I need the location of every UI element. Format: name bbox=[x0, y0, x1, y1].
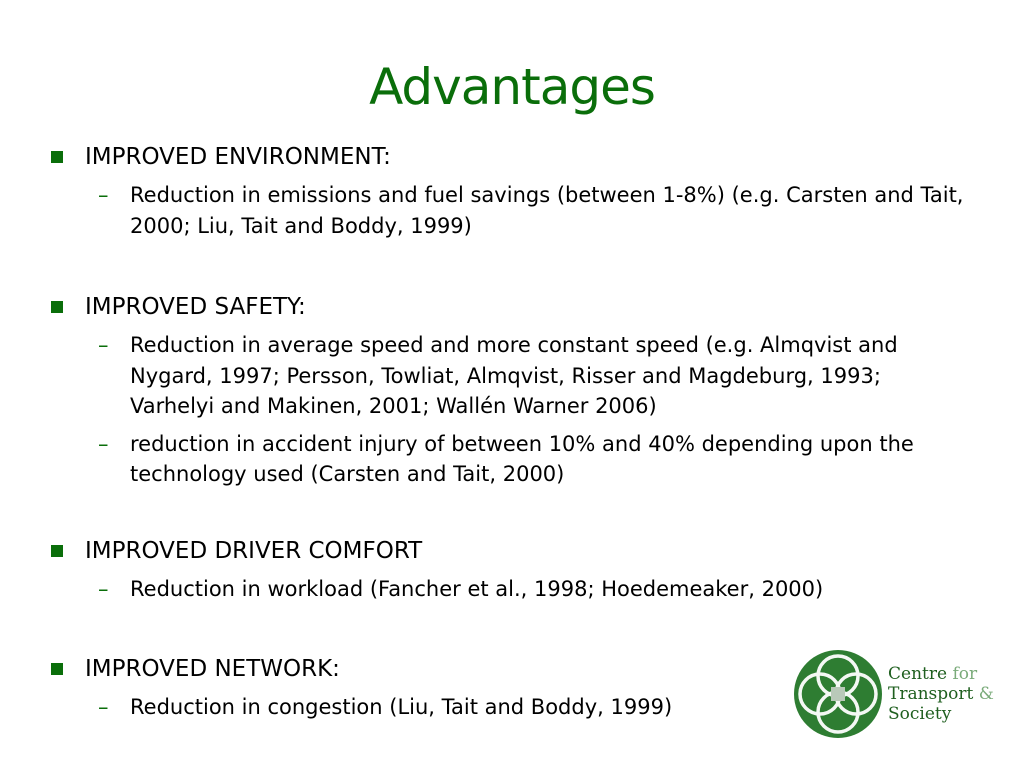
sub-bullet-text: reduction in accident injury of between 10% and 40% depending upon the technology used (Carsten and Tait, 2000) bbox=[130, 431, 914, 486]
dash-bullet-icon: – bbox=[98, 577, 109, 601]
centre-for-transport-and-society-logo bbox=[790, 646, 1000, 742]
dash-bullet-icon: – bbox=[98, 695, 109, 719]
heading-text: IMPROVED ENVIRONMENT: bbox=[85, 144, 391, 170]
sub-bullet-text: Reduction in average speed and more constant speed (e.g. Almqvist and Nygard, 1997; Persson, Towliat, Almqvist, Risser and Magdeburg, 1993; Varhelyi and Makinen, 2001; Wallén Warner 2006) bbox=[130, 333, 898, 418]
heading-text: IMPROVED DRIVER COMFORT bbox=[85, 538, 423, 564]
square-bullet-icon bbox=[51, 663, 63, 675]
sub-bullet-item bbox=[0, 574, 1024, 605]
heading-text: IMPROVED SAFETY: bbox=[85, 294, 306, 320]
dash-bullet-icon: – bbox=[98, 183, 109, 207]
sub-bullet-text: Reduction in congestion (Liu, Tait and Boddy, 1999) bbox=[130, 695, 673, 719]
sub-bullet-item bbox=[0, 180, 1024, 241]
section-environment bbox=[0, 141, 1024, 241]
dash-bullet-icon: – bbox=[98, 431, 109, 456]
sub-bullet-item bbox=[0, 429, 1024, 490]
section-driver-comfort bbox=[0, 535, 1024, 605]
sub-bullet-item bbox=[0, 330, 1024, 422]
interlocking-circles-logo-icon bbox=[790, 646, 886, 742]
section-heading bbox=[0, 291, 1024, 323]
square-bullet-icon bbox=[51, 151, 63, 163]
heading-text: IMPROVED NETWORK: bbox=[85, 656, 340, 682]
sub-bullet-text: Reduction in emissions and fuel savings (between 1-8%) (e.g. Carsten and Tait, 2000; Liu, Tait and Boddy, 1999) bbox=[130, 183, 964, 238]
logo-text: Centre for Transport & Society bbox=[888, 664, 994, 724]
dash-bullet-icon: – bbox=[98, 333, 109, 357]
slide-title: Advantages bbox=[369, 58, 655, 116]
section-heading bbox=[0, 535, 1024, 567]
square-bullet-icon bbox=[51, 301, 63, 313]
sub-bullet-text: Reduction in workload (Fancher et al., 1998; Hoedemeaker, 2000) bbox=[130, 577, 824, 601]
square-bullet-icon bbox=[51, 545, 63, 557]
section-safety bbox=[0, 291, 1024, 490]
section-heading bbox=[0, 141, 1024, 173]
